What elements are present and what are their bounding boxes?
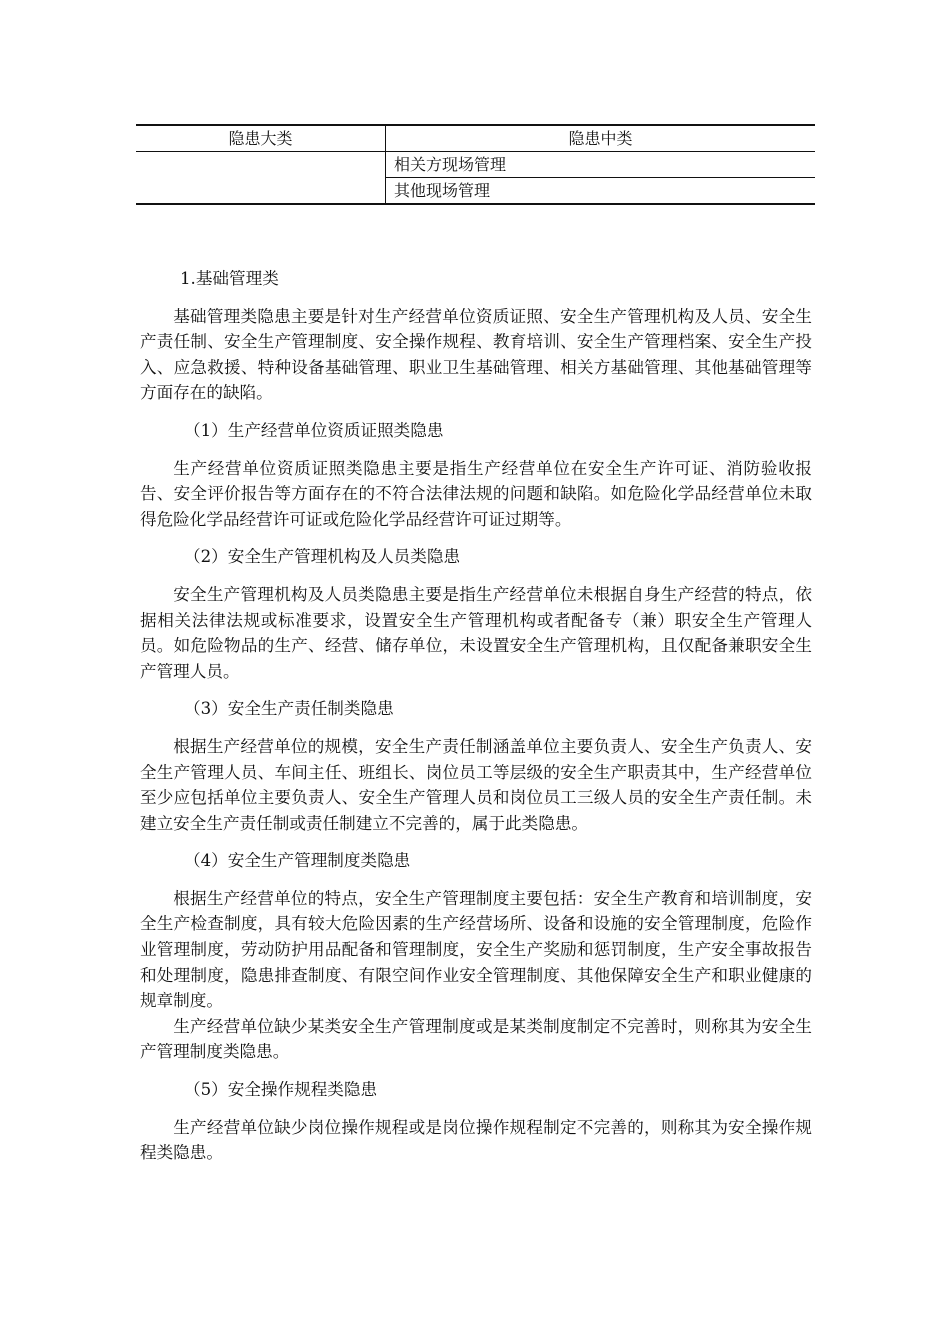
section-paragraph: 基础管理类隐患主要是针对生产经营单位资质证照、安全生产管理机构及人员、安全生产责任制、安全生产管理制度、安全操作规程、教育培训、安全生产管理档案、安全生产投入、应急救援、特种设备基础管理、职业卫生基础管理、相关方基础管理、其他基础管理等方面存在的缺陷。 — [140, 306, 812, 403]
subsection-paragraph: 生产经营单位缺少某类安全生产管理制度或是某类制度制定不完善时，则称其为安全生产管理制度类隐患。 — [140, 1016, 812, 1062]
hazard-category-table — [136, 124, 815, 205]
table-cell-empty — [136, 178, 386, 205]
document-body — [140, 266, 812, 1178]
subsection-heading: （4）安全生产管理制度类隐患 — [184, 851, 411, 871]
subsection-heading: （3）安全生产责任制类隐患 — [184, 699, 394, 719]
header-middle-category: 隐患中类 — [386, 125, 816, 152]
subsection-paragraph: 生产经营单位资质证照类隐患主要是指生产经营单位在安全生产许可证、消防验收报告、安全评价报告等方面存在的不符合法律法规的问题和缺陷。如危险化学品经营单位未取得危险化学品经营许可证或危险化学品经营许可证过期等。 — [140, 458, 812, 529]
table-row — [136, 178, 815, 205]
section-heading: 1.基础管理类 — [180, 269, 279, 288]
table-header-row — [136, 125, 815, 152]
table-cell-empty — [136, 152, 386, 178]
table-row — [136, 152, 815, 178]
subsection-heading: （5）安全操作规程类隐患 — [184, 1080, 378, 1100]
subsection-paragraph: 生产经营单位缺少岗位操作规程或是岗位操作规程制定不完善的，则称其为安全操作规程类隐患。 — [140, 1117, 812, 1163]
subsection-paragraph: 安全生产管理机构及人员类隐患主要是指生产经营单位未根据自身生产经营的特点，依据相关法律法规或标准要求，设置安全生产管理机构或者配备专（兼）职安全生产管理人员。如危险物品的生产、经营、储存单位，未设置安全生产管理机构，且仅配备兼职安全生产管理人员。 — [140, 584, 812, 681]
subsection-heading: （1）生产经营单位资质证照类隐患 — [184, 420, 444, 440]
subsection-heading: （2）安全生产管理机构及人员类隐患 — [184, 547, 461, 567]
header-major-category: 隐患大类 — [136, 125, 386, 152]
subsection-paragraph: 根据生产经营单位的特点，安全生产管理制度主要包括：安全生产教育和培训制度，安全生产检查制度，具有较大危险因素的生产经营场所、设备和设施的安全管理制度，危险作业管理制度，劳动防护用品配备和管理制度，安全生产奖励和惩罚制度，生产安全事故报告和处理制度，隐患排查制度、有限空间作业安全管理制度、其他保障安全生产和职业健康的规章制度。 — [140, 888, 812, 1011]
table-cell: 其他现场管理 — [386, 178, 816, 205]
subsection-paragraph: 根据生产经营单位的规模，安全生产责任制涵盖单位主要负责人、安全生产负责人、安全生产管理人员、车间主任、班组长、岗位员工等层级的安全生产职责其中，生产经营单位至少应包括单位主要负责人、安全生产管理人员和岗位员工三级人员的安全生产责任制。未建立安全生产责任制或责任制建立不完善的，属于此类隐患。 — [140, 736, 812, 833]
table-cell: 相关方现场管理 — [386, 152, 816, 178]
